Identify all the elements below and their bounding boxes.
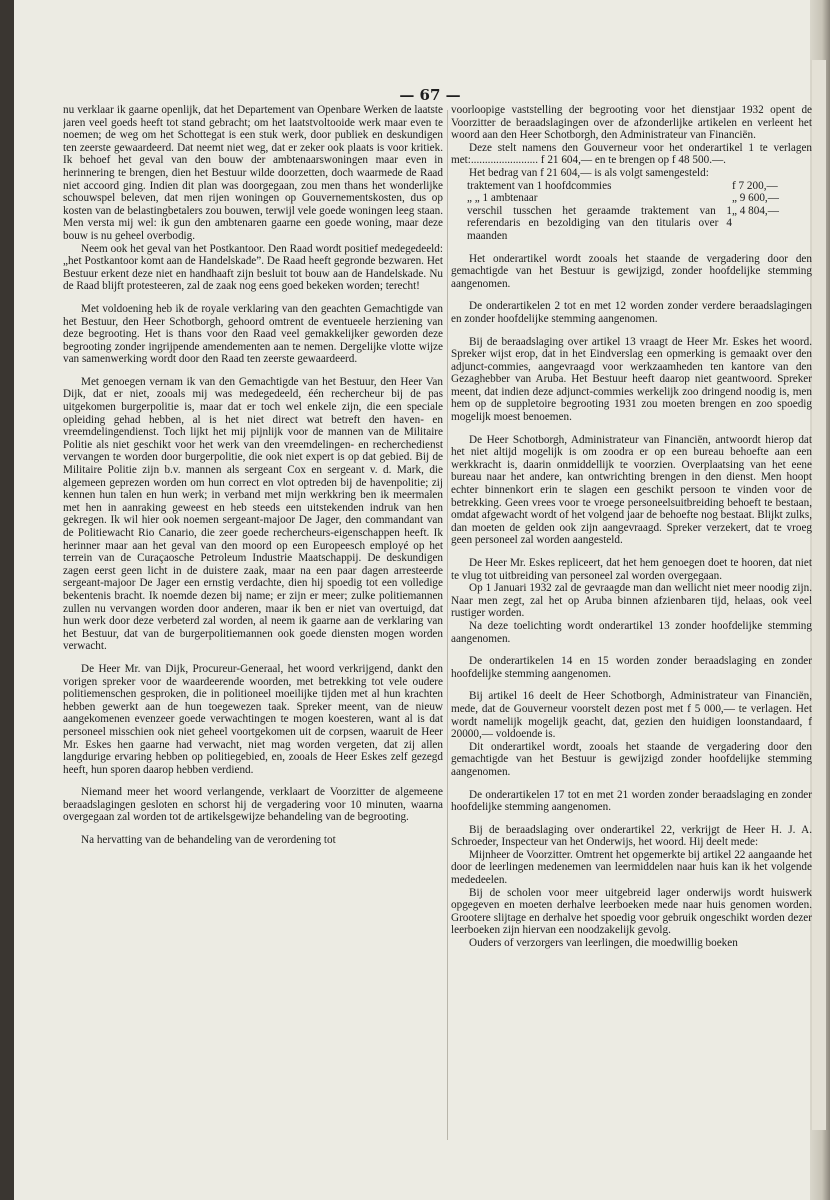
paragraph: Op 1 Januari 1932 zal de gevraagde man dan wellicht niet meer noodig zijn. Naar men zegt, zal het op Aruba binnen afzienbaren tijd, helaas, ook veel rustiger worden. (451, 582, 812, 620)
ledger-amount: „ 4 804,— (732, 204, 779, 217)
paragraph: Met voldoening heb ik de royale verklaring van den geachten Gemachtigde van het Bestuur, den Heer Schotborgh, gehoord omtrent de eventueele herziening van deze begrooting. Het is thans voor den Raad veel gemakkelijker geworden deze begrooting zonder ingrijpende amendementen aan te nemen. Dergelijke vlotte wijze van samenwerking wordt door den Raad ten zeerste gewaardeerd. (63, 302, 443, 366)
paragraph: De Heer Mr. Eskes repliceert, dat het hem genoegen doet te hooren, dat niet te vlug tot uitbreiding van personeel zal worden overgegaan. (451, 557, 812, 582)
paragraph: Dit onderartikel wordt, zooals het staande de vergadering door den gemachtigde van het Bestuur is gewijzigd zonder hoofdelijke stemming aangenomen. (451, 740, 812, 778)
paragraph: nu verklaar ik gaarne openlijk, dat het Departement van Openbare Werken de laatste jaren veel goeds heeft tot stand gebracht; om het laatstvoltooide werk maar even te noemen; de weg om het Schottegat is een stuk werk, door publiek en deskundigen ten zeerste gewaardeerd. Dat neemt niet weg, dat er zeker ook plaats is voor kritiek. Ik behoef het geval van den bouw der ambtenaarswoningen maar even in herinnering te brengen, dien het Bestuur wilde doorzetten, doch waarmede de Raad niet accoord ging. Indien dit plan was doorgegaan, zou men thans het wonderlijke schouwspel beleven, dat men rijen woningen op Gouvernementskosten, dus op kosten van de belastingbetalers zou bouwen, terwijl vele goede woningen leeg staan. Men versta mij wel: ik gun den ambtenaren gaarne een goede woning, maar deze bouw is nu geheel overbodig. (63, 104, 443, 242)
paragraph: Het bedrag van f 21 604,— is als volgt samengesteld: (469, 166, 709, 179)
paragraph: Deze stelt namens den Gouverneur voor het onderartikel 1 te verlagen met:........................ f 21 604,— en te brengen op f 48 500.—. (451, 141, 812, 167)
paragraph: De onderartikelen 17 tot en met 21 worden zonder beraadslaging en zonder hoofdelijke stemming aangenomen. (451, 788, 812, 814)
ledger-label: traktement van 1 hoofdcommies (467, 179, 612, 192)
paragraph: De Heer Mr. van Dijk, Procureur-Generaal, het woord verkrijgend, dankt den vorigen spreker voor de waardeerende woorden, met betrekking tot vele oudere politiemenschen gesproken, die in politioneel moeilijke tijden met al hun krachten hebben gewerkt aan de hun toegewezen taak. Spreker meent, van de nieuw aangekomenen evenzeer goede verwachtingen te mogen koesteren, want al is dat personeel misschien ook niet geheel voortgekomen uit de corpsen, waaruit de Heer Mr. Eskes hen gaarne had verwacht, niet mag worden vergeten, dat zij allen langdurige ervaring hebben op politiegebied, en, zooals de Heer Eskes zelf gezegd heeft, hun sporen daarop hebben verdiend. (63, 662, 443, 776)
paragraph: Neem ook het geval van het Postkantoor. Den Raad wordt positief medegedeeld: „het Postkantoor komt aan de Handelskade”. De Raad heeft gegronde bezwaren. Het Bestuur erkent deze niet en handhaaft zijn besluit tot bouw aan de Handelskade. Nu de Raad blijft protesteeren, zal de zaak nog eens goed bekeken worden; terecht! (63, 242, 443, 293)
ledger-amount: „ 9 600,— (732, 192, 779, 205)
paragraph: Bij de beraadslaging over artikel 13 vraagt de Heer Mr. Eskes het woord. Spreker wijst erop, dat in het Eindverslag een opmerking is gemaakt over den adjunct-commies, aangevraagd voor werkzaamheden ten kantore van den Gezaghebber van Aruba. Het Bestuur heeft daarop niet geantwoord. Spreker meent, dat indien deze adjunct-commies werkelijk zoo dringend noodig is, men hem op de suppletoire begrooting 1931 zou moeten brengen en zoo spoedig mogelijk moest benoemen. (451, 335, 812, 424)
paragraph: De onderartikelen 2 tot en met 12 worden zonder verdere beraadslagingen en zonder hoofdelijke stemming aangenomen. (451, 300, 812, 325)
left-column (63, 104, 443, 1144)
paragraph: Met genoegen vernam ik van den Gemachtigde van het Bestuur, den Heer Van Dijk, dat er niet, zooals mij was medegedeeld, één rechercheur bij de pas uitgekomen burgerpolitie is, maar dat er toch wel enkele zijn, die een speciale opleiding gehad hebben, al is het niet direct wat betreft den haven- en vreemdelingendienst. Toch lijkt het mij pijnlijk voor de mannen van de Militaire Politie als niet geschikt voor het werk van den vreemdelingen- en recherchedienst vervangen te worden door burgerpolitie, die ook niet expert is op dat gebied. Bij de Militaire Politie zijn b.v. mannen als sergeant Cox en sergeant v. d. Mark, die algemeen geprezen worden om hun correct en vlot optreden bij de havenpolitie; zij kennen hun talen en hun werk; in verband met mijn werkkring ben ik meermalen met hen in aanraking geweest en heb steeds een uitstekenden indruk van hen gekregen. Ik wil hier ook noemen sergeant-majoor De Jager, den commandant van de Politiewacht Rio Canario, die zeer goede rechercheurs-eigenschappen heeft. Ik herinner maar aan het geval van den moord op een Europeesch employé op het terrein van de Curaçaosche Petroleum Industrie Maatschappij. De deskundigen zagen eerst geen licht in de duistere zaak, maar na een paar dagen arresteerde sergeant-majoor De Jager een ernstig verdachte, dien hij spoedig tot een volledige bekentenis bracht. Ik noemde dezen bij name; er zijn er meer; zulke politiemannen zullen nu vervangen worden door anderen, maar ik ben er niet van overtuigd, dat hun werk door deze verbeterd zal worden, al neem ik gaarne aan de verklaring van het Bestuur, dat van de burgerpolitiemannen ook goede diensten mogen worden verwacht. (63, 375, 443, 653)
column-divider (447, 110, 448, 1140)
paragraph: Na hervatting van de behandeling van de verordening tot (81, 834, 336, 847)
ledger-amount: f 7 200,— (732, 179, 778, 192)
ledger-row (451, 205, 812, 243)
paragraph: Bij artikel 16 deelt de Heer Schotborgh, Administrateur van Financiën, mede, dat de Gouverneur voorstelt dezen post met f 5 000,— te verlagen. Het wordt namelijk mogelijk geacht, dat, gezien den huidigen loonstandaard, f 20000,— voldoende is. (451, 690, 812, 741)
right-column (451, 104, 812, 1144)
ledger-label: „ „ 1 ambtenaar (467, 192, 538, 205)
paragraph: Niemand meer het woord verlangende, verklaart de Voorzitter de algemeene beraadslagingen gesloten en schorst hij de vergadering voor 10 minuten, waarna overgegaan zal worden tot de artikelsgewijze behandeling van de begrooting. (63, 786, 443, 824)
adjacent-page-edge (812, 60, 826, 1130)
paragraph: De Heer Schotborgh, Administrateur van Financiën, antwoordt hierop dat het niet altijd mogelijk is om zoodra er op een bureau behoefte aan een werkkracht is, daarin onmiddellijk te voorzien. Overplaatsing van het eene bureau naar het andere, kan ontwrichting brengen in den dienst. Men hoopt echter binnenkort erin te slagen een geschikt persoon te vinden voor de betrekking. Geen vrees voor te vroege personeelsuitbreiding behoeft te bestaan, omdat afgewacht wordt of het volgend jaar de behoefte nog bestaat. Blijkt zulks, dan moeten de gelden ook zijn aangevraagd. Spreker verzekert, dat te vroeg geen personeel zal worden aangesteld. (451, 433, 812, 547)
paragraph: Bij de beraadslaging over onderartikel 22, verkrijgt de Heer H. J. A. Schroeder, Inspecteur van het Onderwijs, het woord. Hij deelt mede: (451, 823, 812, 849)
ledger-row (451, 180, 812, 193)
ledger-label: verschil tusschen het geraamde traktement van 1 referendaris en bezoldiging van den titularis over 4 maanden (467, 204, 732, 242)
paragraph: Ouders of verzorgers van leerlingen, die moedwillig boeken (469, 937, 738, 950)
paragraph: De onderartikelen 14 en 15 worden zonder beraadslaging en zonder hoofdelijke stemming aangenomen. (451, 655, 812, 680)
paragraph: Het onderartikel wordt zooals het staande de vergadering door den gemachtigde van het Bestuur is gewijzigd, zonder hoofdelijke stemming aangenomen. (451, 252, 812, 290)
paragraph: voorloopige vaststelling der begrooting voor het dienstjaar 1932 opent de Voorzitter de beraadslagingen over de afzonderlijke artikelen en verleent het woord aan den Heer Schotborgh, den Administrateur van Financiën. (451, 104, 812, 142)
paragraph: Mijnheer de Voorzitter. Omtrent het opgemerkte bij artikel 22 aangaande het door de leerlingen medenemen van leermiddelen naar huis kan ik het volgende mededeelen. (451, 848, 812, 887)
amount-breakdown (451, 180, 812, 243)
paragraph: Na deze toelichting wordt onderartikel 13 zonder hoofdelijke stemming aangenomen. (451, 619, 812, 645)
ledger-row (451, 192, 812, 205)
paragraph: Bij de scholen voor meer uitgebreid lager onderwijs wordt huiswerk opgegeven en moeten derhalve leerboeken mede naar huis genomen worden. Grootere slijtage en derhalve het spoedig voor gebruik ongeschikt worden dezer leerboeken zijn hiervan een noodzakelijk gevolg. (451, 886, 812, 937)
page-number: — 67 — (399, 86, 461, 104)
